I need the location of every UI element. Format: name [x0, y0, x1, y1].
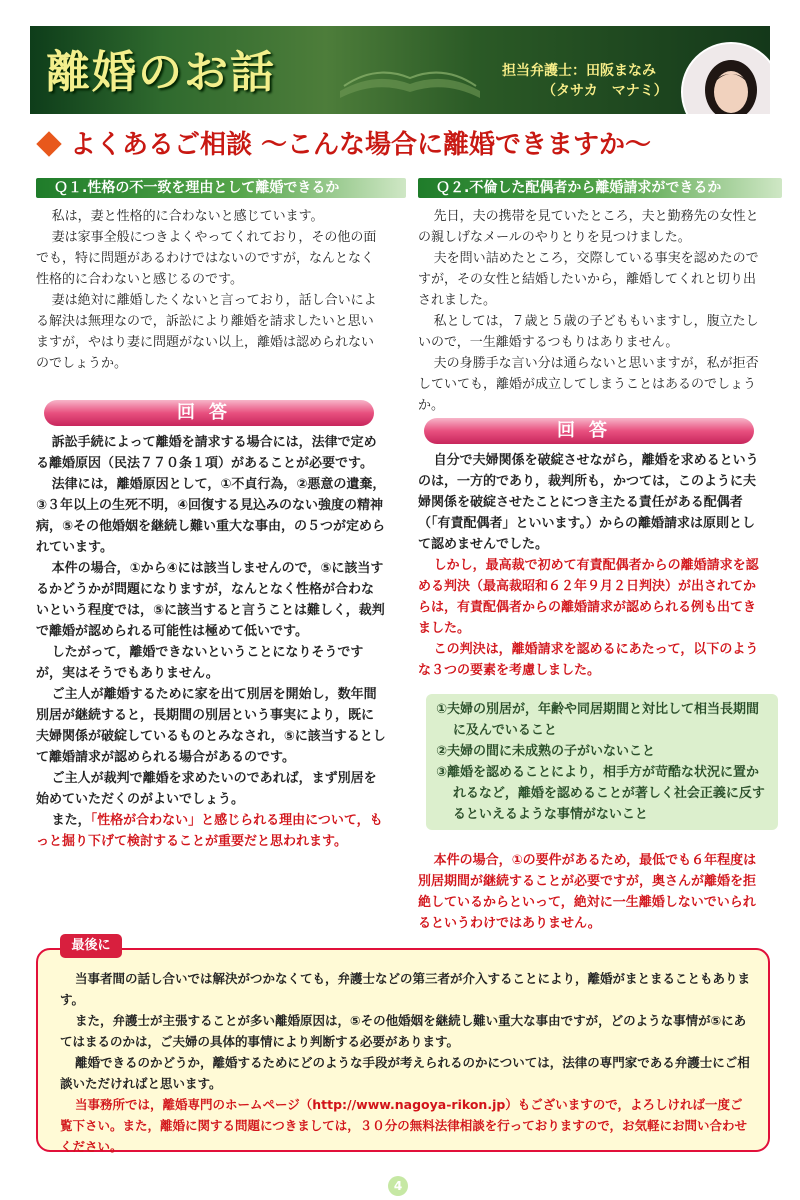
requirement-2: ②夫婦の間に未成熟の子がいないこと [436, 744, 656, 759]
q1-question-p3: 妻は絶対に離婚したくないと言っており，話し合いによる解決は無理なので，訴訟により離婚を請求したいと思いますが，やはり妻に問題がない以上，離婚は認められないのでしょうか。 [36, 293, 377, 371]
section-title-text: よくあるご相談 ～こんな場合に離婚できますか～ [70, 130, 652, 160]
closing-text [60, 968, 750, 1157]
q2-title-bar: Ｑ２.不倫した配偶者から離婚請求ができるか [418, 178, 782, 198]
q1-question-p2: 妻は家事全般につきよくやってくれており，その他の面でも，特に問題があるわけではないのですが，なんとなく性格的に合わないと感じるのです。 [36, 230, 377, 287]
closing-box [36, 948, 770, 1152]
q1-question [36, 206, 386, 374]
q1-answer-p5: ご主人が離婚するために家を出て別居を開始し，数年間別居が継続すると，長期間の別居という事実により，既に夫婦関係が破綻しているものとみなされ，⑤に該当するとして離婚請求が認められる場合があるのです。 [36, 687, 386, 765]
book-icon [330, 36, 490, 106]
section-title [34, 124, 651, 161]
closing-p1: 当事者間の話し合いでは解決がつかなくても，弁護士などの第三者が介入することにより，離婚がまとまることもあります。 [60, 971, 751, 1007]
closing-label: 最後に [60, 934, 122, 958]
diamond-bullet-icon [36, 131, 61, 156]
closing-p4: 当事務所では，離婚専門のホームページ（http://www.nagoya-rikon.jp）もございますので，よろしければ一度ご覧下さい。また，離婚に関する問題につきましては，３０分の無料法律相談を行っておりますので，お気軽にお問い合わせください。 [60, 1097, 748, 1154]
q2-conclusion-text: 本件の場合，①の要件があるため，最低でも６年程度は別居期間が継続することが必要ですが，奥さんが離婚を拒絶しているからといって，絶対に一生離婚しないでいられるというわけではありません。 [418, 853, 757, 931]
q2-answer-p1: 自分で夫婦関係を破綻させながら，離婚を求めるというのは，一方的であり，裁判所も，かつては，このように夫婦関係を破綻させたことにつき主たる責任がある配偶者（「有責配偶者」といいます。）からの離婚請求は原則として認めませんでした。 [418, 453, 759, 552]
q2-answer [418, 450, 762, 681]
lawyer-photo [681, 42, 770, 114]
q2-question-p1: 先日，夫の携帯を見ていたところ，夫と勤務先の女性との親しげなメールのやりとりを見つけました。 [418, 209, 759, 245]
requirement-1: ①夫婦の別居が，年齢や同居期間と対比して相当長期間に及んでいること [436, 702, 760, 738]
q1-title-bar: Ｑ１.性格の不一致を理由として離婚できるか [36, 178, 406, 198]
q1-answer-p7-prefix: また， [51, 813, 91, 828]
page-number: 4 [388, 1176, 408, 1196]
header-banner [30, 26, 770, 114]
q2-answer-p2: しかし，最高裁で初めて有責配偶者からの離婚請求を認める判決（最高裁昭和６２年９月２日判決）が出されてからは，有責配偶者からの離婚請求が認められる例も出てきました。 [418, 558, 759, 636]
page-title: 離婚のお話 [46, 47, 276, 98]
lawyer-name: 担当弁護士：田阪まなみ [502, 63, 656, 79]
lawyer-reading: （タサカ マナミ） [542, 83, 668, 99]
q1-answer-p6: ご主人が裁判で離婚を求めたいのであれば，まず別居を始めていただくのがよいでしょう。 [36, 771, 377, 807]
closing-p3: 離婚できるのかどうか，離婚するためにどのような手段が考えられるのかについては，法律の専門家である弁護士にご相談いただければと思います。 [60, 1055, 750, 1091]
q2-answer-label: 回答 [424, 418, 754, 444]
q2-question-p2: 夫を問い詰めたところ，交際している事実を認めたのですが，その女性と結婚したいから，離婚してくれと切り出されました。 [418, 251, 759, 308]
requirement-3: ③離婚を認めることにより，相手方が苛酷な状況に置かれるなど，離婚を認めることが著しく社会正義に反するといえるような事情がないこと [436, 765, 765, 822]
person-portrait-icon [683, 44, 770, 114]
q1-answer-label: 回答 [44, 400, 374, 426]
q1-answer-p3: 本件の場合，①から④には該当しませんので，⑤に該当するかどうかが問題になりますが，なんとなく性格が合わないという程度では，⑤に該当すると言うことは難しく，裁判で離婚が認められる可能性は極めて低いです。 [36, 561, 385, 639]
q1-answer-p4: したがって，離婚できないということになりそうですが，実はそうでもありません。 [36, 645, 364, 681]
q1-answer-p2: 法律には，離婚原因として，①不貞行為，②悪意の遺棄，③３年以上の生死不明，④回復する見込みのない強度の精神病，⑤その他婚姻を継続し難い重大な事由，の５つが定められています。 [36, 477, 386, 555]
q2-conclusion [418, 850, 762, 934]
q1-answer [36, 432, 386, 852]
q1-answer-p7-highlight: 「性格が合わない」と感じられる理由について，もっと掘り下げて検討することが重要だと思われます。 [36, 813, 383, 849]
q2-question [418, 206, 762, 416]
q1-answer-p1: 訴訟手続によって離婚を請求する場合には，法律で定める離婚原因（民法７７０条１項）があることが必要です。 [36, 435, 377, 471]
q1-answer-p7 [36, 810, 386, 852]
q1-question-p1: 私は，妻と性格的に合わないと感じています。 [51, 209, 324, 224]
requirements-box [426, 694, 778, 830]
q2-answer-p3: この判決は，離婚請求を認めるにあたって，以下のような３つの要素を考慮しました。 [418, 642, 759, 678]
q2-question-p4: 夫の身勝手な言い分は通らないと思いますが，私が拒否していても，離婚が成立してしまうことはあるのでしょうか。 [418, 356, 759, 413]
q2-question-p3: 私としては，７歳と５歳の子どももいますし，腹立たしいので，一生離婚するつもりはありません。 [418, 314, 759, 350]
closing-p2: また，弁護士が主張することが多い離婚原因は，⑤その他婚姻を継続し難い重大な事由ですが，どのような事情が⑤にあてはまるのかは，ご夫婦の具体的事情により判断する必要があります。 [60, 1013, 747, 1049]
